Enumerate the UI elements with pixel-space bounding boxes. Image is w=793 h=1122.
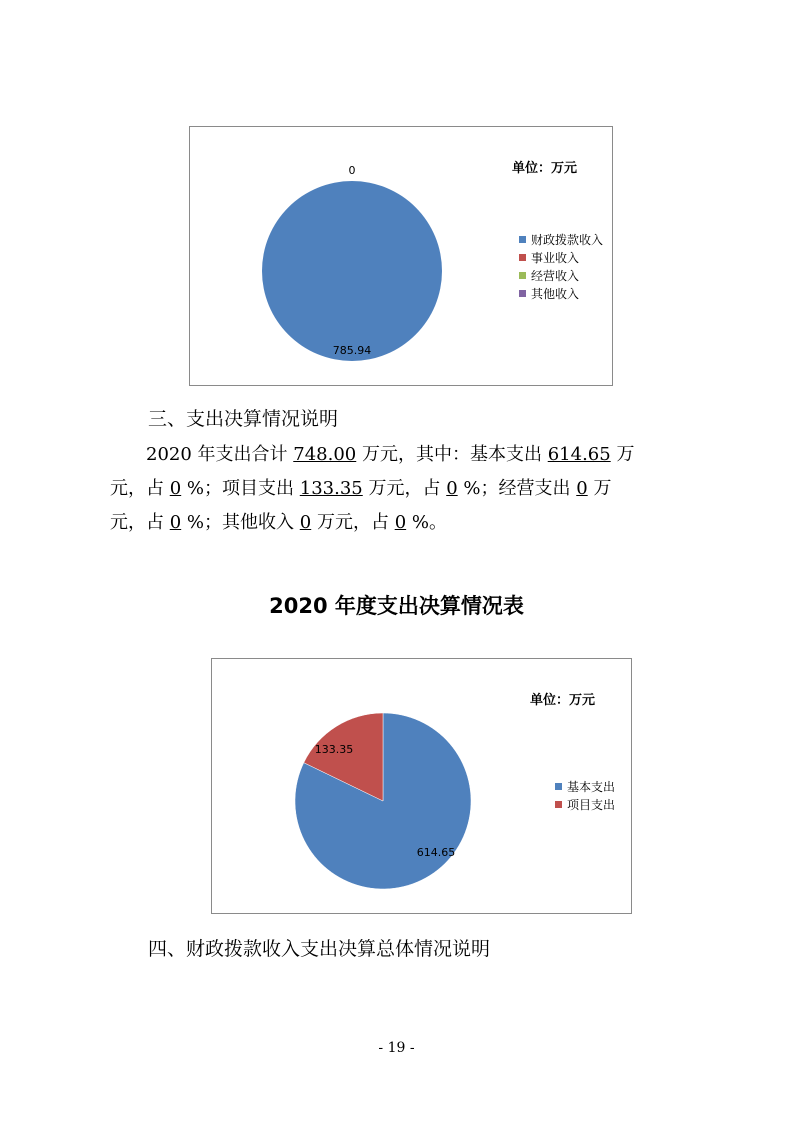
expenditure-legend <box>555 778 615 814</box>
pie1-legend-item <box>519 231 603 249</box>
value-total: 748.00 <box>293 444 357 465</box>
pie2-legend-item <box>555 778 615 796</box>
pie2-data-label-1: 133.35 <box>314 743 354 756</box>
income-unit-label: 单位：万元 <box>512 161 578 176</box>
pie1-slice-0 <box>262 181 442 361</box>
text-share: 元，占 <box>110 512 164 533</box>
value-basic: 614.65 <box>547 444 611 465</box>
text-total-label: 2020 年支出合计 <box>146 444 288 465</box>
value-project: 133.35 <box>299 478 363 499</box>
value-project-pct: 0 <box>446 478 458 499</box>
value-basic-pct: 0 <box>169 478 182 499</box>
expenditure-pie-chart <box>211 658 632 914</box>
pie1-legend-item <box>519 249 603 267</box>
value-other: 0 <box>299 512 312 533</box>
legend-swatch <box>519 254 526 261</box>
text-share: 元，占 <box>110 478 164 499</box>
legend-label: 其他收入 <box>531 287 580 301</box>
legend-label: 事业收入 <box>531 251 580 265</box>
page-number: - 19 - <box>378 1040 415 1056</box>
legend-label: 经营收入 <box>531 269 580 283</box>
pie1-legend-item <box>519 285 603 303</box>
legend-swatch <box>555 783 562 790</box>
pie1-data-label-0: 785.94 <box>332 344 372 357</box>
pie2-data-label-0: 614.65 <box>416 846 456 859</box>
text-project-label: %；项目支出 <box>186 478 295 499</box>
table-title: 2020 年度支出决算情况表 <box>269 594 524 618</box>
section3-paragraph <box>110 438 700 540</box>
pie2-legend-item <box>555 796 615 814</box>
text-unit: 万 <box>616 444 635 465</box>
section4-heading: 四、财政拨款收入支出决算总体情况说明 <box>148 938 491 960</box>
legend-label: 项目支出 <box>567 798 616 812</box>
income-legend <box>519 231 603 303</box>
legend-label: 基本支出 <box>567 780 616 794</box>
text-operating-label: %；经营支出 <box>463 478 571 499</box>
text-basic-label: 万元，其中：基本支出 <box>361 444 542 465</box>
value-other-pct: 0 <box>394 512 407 533</box>
pie1-legend-item <box>519 267 603 285</box>
para-line-1 <box>110 438 700 472</box>
legend-swatch <box>519 290 526 297</box>
text-end: %。 <box>411 512 447 533</box>
pie1-data-label-1: 0 <box>348 164 356 177</box>
expenditure-unit-label: 单位：万元 <box>530 693 596 708</box>
legend-swatch <box>519 272 526 279</box>
value-operating: 0 <box>576 478 588 499</box>
section3-heading: 三、支出决算情况说明 <box>148 408 339 430</box>
text-share: 万元，占 <box>316 512 389 533</box>
text-share: 万元，占 <box>368 478 441 499</box>
legend-swatch <box>555 801 562 808</box>
legend-swatch <box>519 236 526 243</box>
text-unit: 万 <box>593 478 612 499</box>
para-line-2 <box>110 472 700 506</box>
text-other-label: %；其他收入 <box>186 512 295 533</box>
legend-label: 财政拨款收入 <box>531 233 604 247</box>
income-pie-chart <box>189 126 613 386</box>
value-operating-pct: 0 <box>169 512 182 533</box>
para-line-3 <box>110 506 700 540</box>
